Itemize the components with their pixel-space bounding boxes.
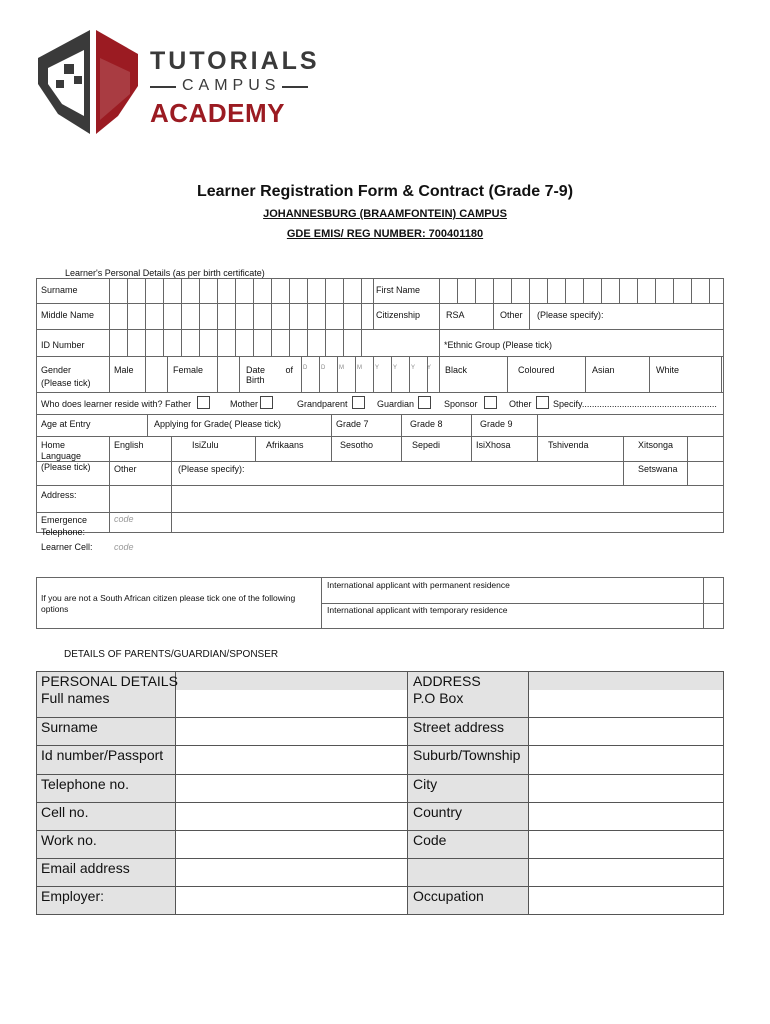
parents-heading: DETAILS OF PARENTS/GUARDIAN/SPONSER [64, 649, 279, 660]
parent-po-box: P.O Box [413, 690, 464, 706]
lang-other[interactable]: Other [114, 464, 137, 474]
gender-please-tick: (Please tick) [41, 378, 91, 388]
parent-code: Code [413, 832, 447, 848]
reside-mother: Mother [230, 399, 259, 409]
first-name-label: First Name [376, 285, 421, 295]
reside-sponsor: Sponsor [444, 399, 478, 409]
international-question: If you are not a South African citizen please tick one of the following options [41, 593, 296, 614]
parent-cell: Cell no. [41, 804, 89, 820]
lang-english[interactable]: English [114, 440, 144, 450]
reside-other-checkbox[interactable] [536, 396, 549, 409]
campus-subtitle: JOHANNESBURG (BRAAMFONTEIN) CAMPUS [263, 208, 507, 220]
logo-line-campus-wrapper [150, 76, 308, 96]
emergence-code-input[interactable]: code [114, 514, 134, 524]
parent-full-names: Full names [41, 690, 110, 706]
reside-guardian: Guardian [377, 399, 415, 409]
citizenship-other[interactable]: Other [500, 310, 523, 320]
reside-other: Other [509, 399, 532, 409]
gender-male[interactable]: Male [114, 365, 134, 375]
lang-afrikaans[interactable]: Afrikaans [266, 440, 304, 450]
id-number-label: ID Number [41, 340, 85, 350]
dob-hint-d1: D [303, 365, 308, 371]
reside-sponsor-checkbox[interactable] [484, 396, 497, 409]
dob-hint-d2: D [321, 365, 326, 371]
international-temporary: International applicant with temporary residence [327, 605, 508, 615]
date-of-label: Date of [246, 365, 294, 375]
ethnic-group-label: *Ethnic Group (Please tick) [444, 340, 553, 350]
learner-cell-code-input[interactable]: code [114, 542, 134, 552]
grade-8-option[interactable]: Grade 8 [410, 419, 443, 429]
home-language-label-3: (Please tick) [41, 462, 91, 472]
ethnic-black[interactable]: Black [445, 365, 468, 375]
parent-suburb: Suburb/Township [413, 747, 521, 763]
grade-7-option[interactable]: Grade 7 [336, 419, 369, 429]
address-label: Address: [41, 490, 77, 500]
lang-xitsonga[interactable]: Xitsonga [638, 440, 674, 450]
ethnic-coloured[interactable]: Coloured [518, 365, 555, 375]
citizenship-label: Citizenship [376, 310, 421, 320]
lang-sepedi[interactable]: Sepedi [412, 440, 441, 450]
section-label-personal: Learner's Personal Details (as per birth certificate) [65, 268, 265, 278]
dob-hint-m2: M [357, 365, 362, 371]
ethnic-white[interactable]: White [656, 365, 680, 375]
academy-logo-icon [34, 24, 142, 136]
logo-line-campus: CAMPUS [182, 77, 281, 94]
citizenship-rsa[interactable]: RSA [446, 310, 465, 320]
logo-line-academy: ACADEMY [150, 98, 285, 128]
emis-subtitle: GDE EMIS/ REG NUMBER: 700401180 [286, 228, 484, 240]
reside-grandparent: Grandparent [297, 399, 348, 409]
emergence-label-1: Emergence [41, 515, 88, 525]
permanent-checkbox[interactable] [703, 578, 723, 602]
lang-isixhosa[interactable]: IsiXhosa [476, 440, 511, 450]
lang-sesotho[interactable]: Sesotho [340, 440, 374, 450]
dob-hint-y4: Y [427, 365, 432, 371]
reside-grandparent-checkbox[interactable] [352, 396, 365, 409]
parent-street-address: Street address [413, 719, 505, 735]
parent-city: City [413, 776, 438, 792]
parent-telephone: Telephone no. [41, 776, 129, 792]
gender-female[interactable]: Female [173, 365, 204, 375]
applying-grade-label: Applying for Grade( Please tick) [154, 419, 282, 429]
lang-tshivenda[interactable]: Tshivenda [548, 440, 589, 450]
dob-hint-y1: Y [375, 365, 380, 371]
reside-mother-checkbox[interactable] [260, 396, 273, 409]
parent-employer: Employer: [41, 888, 105, 904]
home-language-label-1: Home [41, 440, 66, 450]
home-language-label-2: Language [41, 451, 82, 461]
reside-specify[interactable]: Specify...................................................... [553, 399, 717, 409]
surname-label: Surname [41, 285, 78, 295]
parent-country: Country [413, 804, 463, 820]
grade-9-option[interactable]: Grade 9 [480, 419, 513, 429]
dob-hint-y2: Y [393, 365, 398, 371]
parent-personal-details: PERSONAL DETAILS [41, 673, 178, 689]
dob-hint-y3: Y [411, 365, 416, 371]
gender-label: Gender [41, 365, 72, 375]
reside-father-checkbox[interactable] [197, 396, 210, 409]
parent-work: Work no. [41, 832, 97, 848]
international-permanent: International applicant with permanent residence [327, 580, 510, 590]
temporary-checkbox[interactable] [703, 603, 723, 627]
parent-id-passport: Id number/Passport [41, 747, 164, 763]
form-title: Learner Registration Form & Contract (Grade 7-9) [196, 183, 574, 200]
parents-table [36, 671, 724, 915]
middle-name-label: Middle Name [41, 310, 95, 320]
parent-occupation: Occupation [413, 888, 484, 904]
learner-cell-label: Learner Cell: [41, 542, 93, 552]
reside-guardian-checkbox[interactable] [418, 396, 431, 409]
reside-label: Who does learner reside with? Father [41, 399, 192, 409]
birth-label: Birth [246, 375, 265, 385]
parent-email: Email address [41, 860, 130, 876]
lang-please-specify: (Please specify): [178, 464, 245, 474]
parent-address-heading: ADDRESS [413, 673, 481, 689]
parent-surname: Surname [41, 719, 98, 735]
lang-isizulu[interactable]: IsiZulu [192, 440, 219, 450]
dob-hint-m1: M [339, 365, 344, 371]
citizenship-specify: (Please specify): [537, 310, 604, 320]
lang-setswana[interactable]: Setswana [638, 464, 678, 474]
ethnic-asian[interactable]: Asian [592, 365, 615, 375]
logo-line-tutorials: TUTORIALS [150, 47, 320, 75]
emergence-label-2: Telephone: [41, 527, 86, 537]
age-at-entry-label: Age at Entry [41, 419, 91, 429]
